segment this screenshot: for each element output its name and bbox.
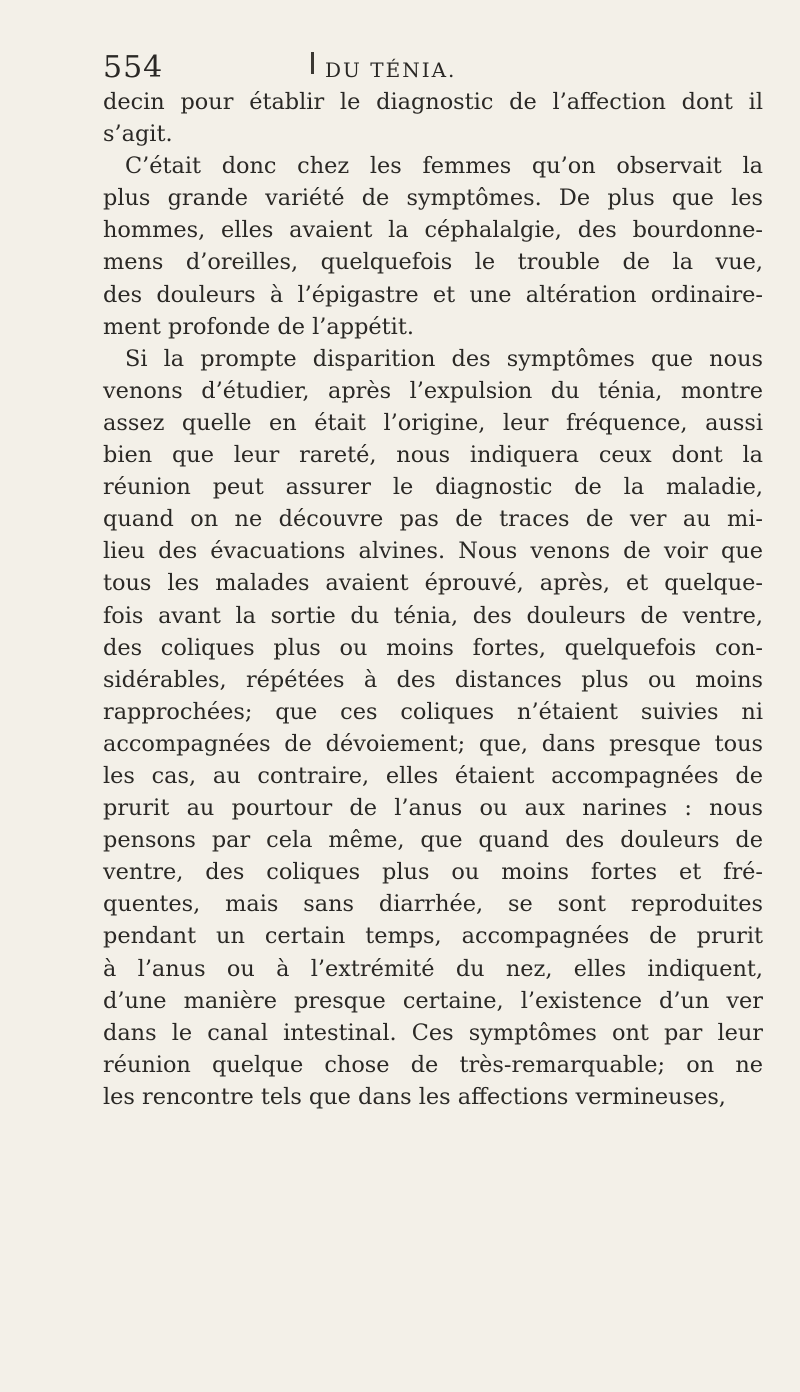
text-line: bien que leur rareté, nous indiquera ceux dont la [103,442,763,469]
text-line: fois avant la sortie du ténia, des douleurs de ventre, [103,602,763,629]
text-line: s’agit. [103,121,173,148]
text-line: decin pour établir le diagnostic de l’affection dont il [103,89,763,115]
text-line: des coliques plus ou moins fortes, quelquefois con- [103,634,763,661]
running-head: DU TÉNIA. [325,58,457,82]
text-line: les cas, au contraire, elles étaient accompagnées de [103,762,763,789]
text-line: réunion peut assurer le diagnostic de la maladie, [103,474,763,501]
body-text [103,86,763,1113]
page-number: 554 [103,50,164,85]
text-line: hommes, elles avaient la céphalalgie, des bourdonne- [103,217,763,244]
text-line: accompagnées de dévoiement; que, dans presque tous [103,730,763,757]
text-line: quentes, mais sans diarrhée, se sont reproduites [103,891,763,918]
text-line: quand on ne découvre pas de traces de ver au mi- [103,506,763,533]
text-line: les rencontre tels que dans les affections vermineuses, [103,1083,726,1110]
text-line: Si la prompte disparition des symptômes que nous [125,345,763,372]
text-line: ment profonde de l’appétit. [103,313,414,340]
text-line: dans le canal intestinal. Ces symptômes ont par leur [103,1019,763,1046]
text-line: pensons par cela même, que quand des douleurs de [103,827,763,854]
text-line: ventre, des coliques plus ou moins fortes et fré- [103,859,763,886]
text-line: rapprochées; que ces coliques n’étaient suivies ni [103,698,763,725]
text-line: d’une manière presque certaine, l’existence d’un ver [103,987,763,1014]
text-line: des douleurs à l’épigastre et une altération ordinaire- [103,281,763,308]
text-line: sidérables, répétées à des distances plus ou moins [103,666,763,693]
text-line: réunion quelque chose de très-remarquable; on ne [103,1051,763,1078]
text-line: C’était donc chez les femmes qu’on observait la [125,153,763,180]
text-line: à l’anus ou à l’extrémité du nez, elles indiquent, [103,955,763,982]
text-line: tous les malades avaient éprouvé, après, et quelque- [103,570,763,597]
text-line: pendant un certain temps, accompagnées de prurit [103,923,763,950]
text-line: plus grande variété de symptômes. De plus que les [103,185,763,212]
page-header [103,50,703,86]
text-line: assez quelle en était l’origine, leur fréquence, aussi [103,409,763,436]
ink-mark [311,52,314,74]
text-line: prurit au pourtour de l’anus ou aux narines : nous [103,795,763,822]
text-line: mens d’oreilles, quelquefois le trouble de la vue, [103,249,763,276]
text-line: lieu des évacuations alvines. Nous venons de voir que [103,538,763,565]
text-line: venons d’étudier, après l’expulsion du ténia, montre [103,377,763,404]
